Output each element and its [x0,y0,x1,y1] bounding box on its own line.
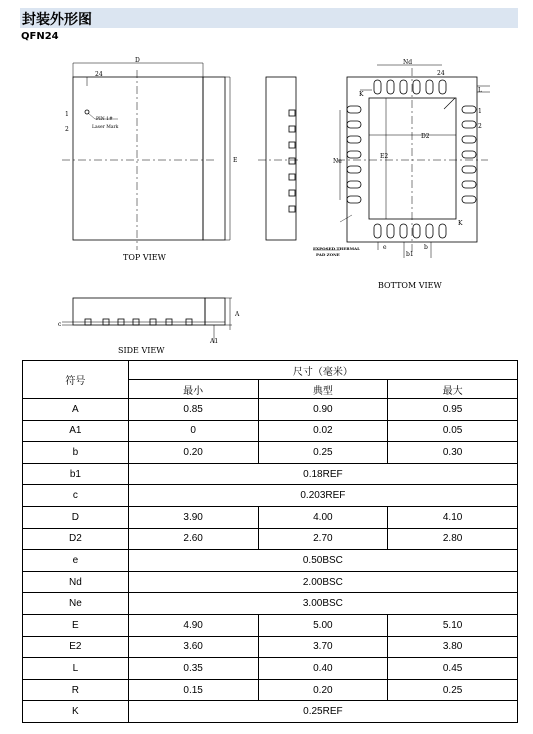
typ-cell: 0.90 [258,399,388,421]
dim-A1-label: A1 [210,338,219,345]
side-view-bottom [62,298,232,343]
symbol-cell: b1 [23,463,129,485]
max-cell: 0.45 [388,658,518,680]
min-cell: 3.90 [128,506,258,528]
min-cell: 0.85 [128,399,258,421]
typ-cell: 0.02 [258,420,388,442]
symbol-cell: A1 [23,420,129,442]
min-cell: 4.90 [128,614,258,636]
symbol-header: 符号 [23,361,129,399]
table-row [23,550,518,572]
table-row [23,506,518,528]
max-cell: 0.25 [388,679,518,701]
exposed-note-1: EXPOSED THERMAL [313,246,360,251]
bottom-pin1-label: 1 [478,108,482,115]
symbol-cell: E2 [23,636,129,658]
value-cell: 0.25REF [128,701,517,723]
table-row [23,571,518,593]
symbol-cell: K [23,701,129,723]
max-cell: 2.80 [388,528,518,550]
table-row [23,614,518,636]
top-view-label: TOP VIEW [123,253,166,262]
package-name: QFN24 [21,31,59,42]
dim-c-label: c [58,321,62,328]
symbol-cell: D [23,506,129,528]
table-row [23,528,518,550]
table-row [23,485,518,507]
min-cell: 0.15 [128,679,258,701]
dim-K-bottom-label: K [458,220,463,227]
symbol-cell: c [23,485,129,507]
table-row [23,399,518,421]
min-cell: 2.60 [128,528,258,550]
symbol-cell: b [23,442,129,464]
top-view [62,63,230,250]
typ-cell: 3.70 [258,636,388,658]
table-row [23,636,518,658]
min-cell: 3.60 [128,636,258,658]
min-cell: 0 [128,420,258,442]
pin24-label: 24 [95,71,103,78]
max-cell: 0.30 [388,442,518,464]
dim-b-label: b [424,244,428,251]
dim-L-label: L [478,87,482,94]
min-cell: 0.35 [128,658,258,680]
pin1-note-1: PIN 1# [96,117,113,122]
dim-Ne-label: Ne [333,158,342,165]
section-title: 封装外形图 [22,12,92,28]
value-cell: 0.18REF [128,463,517,485]
min-header: 最小 [128,380,258,399]
bottom-view-label: BOTTOM VIEW [378,281,442,290]
table-row [23,442,518,464]
typ-cell: 4.00 [258,506,388,528]
typ-cell: 5.00 [258,614,388,636]
pin1-note-2: Laser Mark [92,125,119,130]
dim-e-label: e [383,244,387,251]
symbol-cell: L [23,658,129,680]
dim-K-top-label: K [359,91,364,98]
typ-header: 典型 [258,380,388,399]
dim-A-label: A [235,311,240,318]
max-cell: 5.10 [388,614,518,636]
value-cell: 3.00BSC [128,593,517,615]
max-header: 最大 [388,380,518,399]
typ-cell: 0.20 [258,679,388,701]
dim-Nd-label: Nd [403,59,413,66]
dim-D-label: D [135,57,140,64]
max-cell: 3.80 [388,636,518,658]
symbol-cell: e [23,550,129,572]
pin2-label: 2 [65,126,69,133]
side-view-label: SIDE VIEW [118,346,165,355]
dimension-table [22,360,518,723]
typ-cell: 2.70 [258,528,388,550]
typ-cell: 0.40 [258,658,388,680]
exposed-note-2: PAD ZONE [316,252,340,257]
bottom-pin24-label: 24 [437,70,445,77]
symbol-cell: E [23,614,129,636]
table-row [23,420,518,442]
symbol-cell: Ne [23,593,129,615]
value-cell: 0.50BSC [128,550,517,572]
symbol-cell: D2 [23,528,129,550]
dim-D2-label: D2 [421,133,430,140]
symbol-cell: A [23,399,129,421]
dim-E-label: E [233,157,238,164]
dim-b1-label: b1 [406,251,414,258]
side-view-right [258,77,300,240]
table-row [23,701,518,723]
table-row [23,593,518,615]
symbol-cell: Nd [23,571,129,593]
pin1-label: 1 [65,111,69,118]
typ-cell: 0.25 [258,442,388,464]
min-cell: 0.20 [128,442,258,464]
size-header: 尺寸（毫米） [128,361,517,380]
table-row [23,463,518,485]
bottom-pin2-label: 2 [478,123,482,130]
table-row [23,679,518,701]
dim-E2-label: E2 [380,153,389,160]
symbol-cell: R [23,679,129,701]
max-cell: 4.10 [388,506,518,528]
max-cell: 0.05 [388,420,518,442]
table-row [23,658,518,680]
value-cell: 0.203REF [128,485,517,507]
value-cell: 2.00BSC [128,571,517,593]
package-drawing [0,0,533,360]
max-cell: 0.95 [388,399,518,421]
